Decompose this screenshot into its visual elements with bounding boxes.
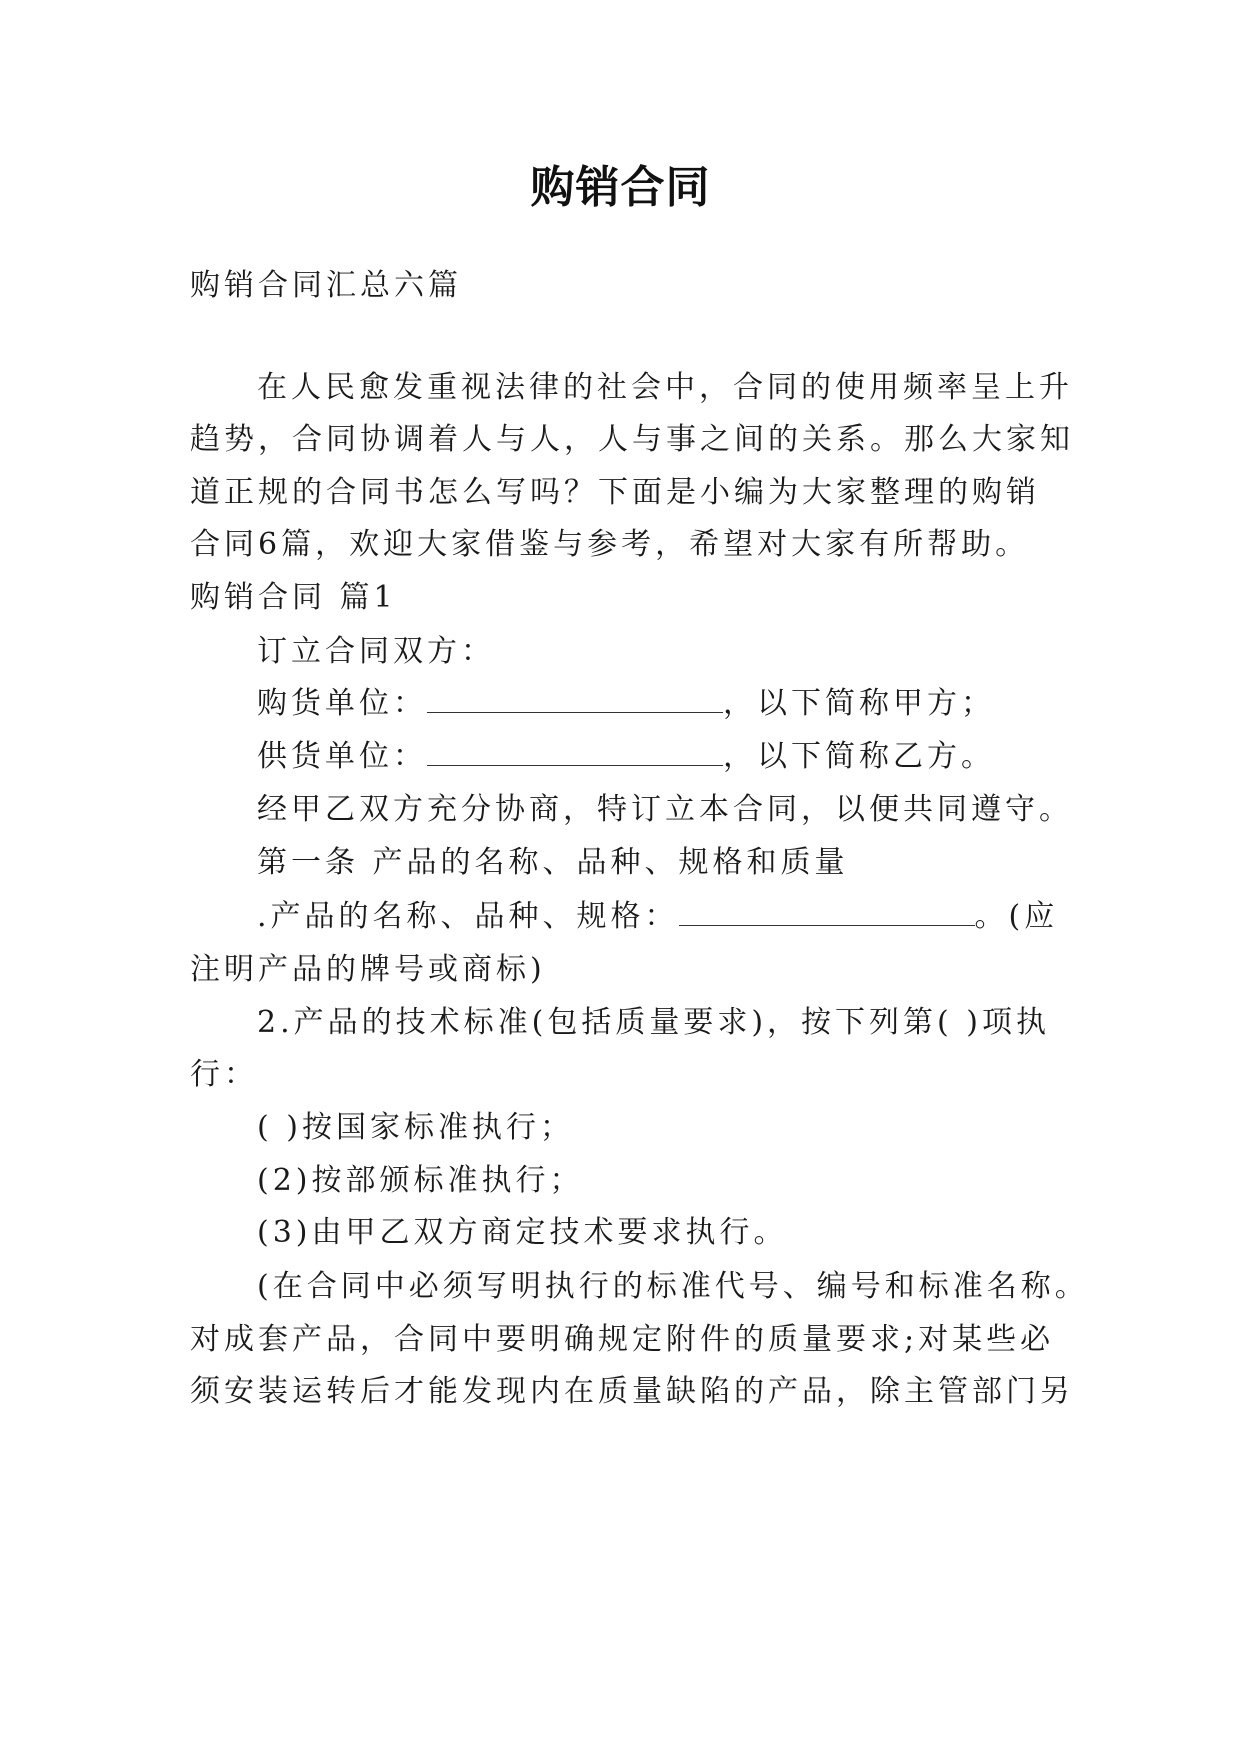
intro-line-1: 在人民愈发重视法律的社会中，合同的使用频率呈上升: [257, 370, 1073, 405]
item2-line-1: 2.产品的技术标准(包括质量要求)，按下列第( )项执: [257, 1005, 1050, 1040]
buyer-label: 购货单位：: [257, 686, 427, 721]
item1-suffix: 。(应: [974, 899, 1059, 934]
note-line-2: 对成套产品，合同中要明确规定附件的质量要求;对某些必: [190, 1322, 1055, 1357]
supplier-label: 供货单位：: [257, 739, 427, 774]
intro-line-3: 道正规的合同书怎么写吗？下面是小编为大家整理的购销: [190, 475, 1040, 510]
article1-heading: 第一条 产品的名称、品种、规格和质量: [257, 845, 849, 880]
item1-continuation: 注明产品的牌号或商标): [190, 952, 546, 987]
option-2: (2)按部颁标准执行；: [257, 1163, 584, 1198]
intro-line-2: 趋势，合同协调着人与人，人与事之间的关系。那么大家知: [190, 422, 1074, 457]
agreement-line: 经甲乙双方充分协商，特订立本合同，以便共同遵守。: [257, 792, 1073, 827]
supplier-blank: [427, 739, 723, 766]
buyer-blank: [427, 686, 723, 713]
document-title: 购销合同: [530, 162, 711, 213]
note-line-1: (在合同中必须写明执行的标准代号、编号和标准名称。: [257, 1269, 1089, 1304]
option-3: (3)由甲乙双方商定技术要求执行。: [257, 1215, 788, 1250]
parties-heading: 订立合同双方：: [257, 634, 495, 669]
document-subtitle: 购销合同汇总六篇: [190, 268, 462, 303]
supplier-suffix: ，以下简称乙方。: [723, 739, 995, 774]
buyer-suffix: ，以下简称甲方；: [723, 686, 995, 721]
item1-blank: [679, 899, 975, 926]
note-line-3: 须安装运转后才能发现内在质量缺陷的产品，除主管部门另: [190, 1374, 1074, 1409]
buyer-line: [257, 684, 995, 724]
item2-line-2: 行：: [190, 1057, 258, 1092]
option-1: ( )按国家标准执行；: [257, 1110, 574, 1145]
item1-line: [257, 897, 1058, 937]
intro-line-4: 合同6篇，欢迎大家借鉴与参考，希望对大家有所帮助。: [190, 527, 1030, 562]
item1-label: .产品的名称、品种、规格：: [257, 899, 679, 934]
supplier-line: [257, 737, 995, 777]
section-heading: 购销合同 篇1: [190, 580, 397, 615]
